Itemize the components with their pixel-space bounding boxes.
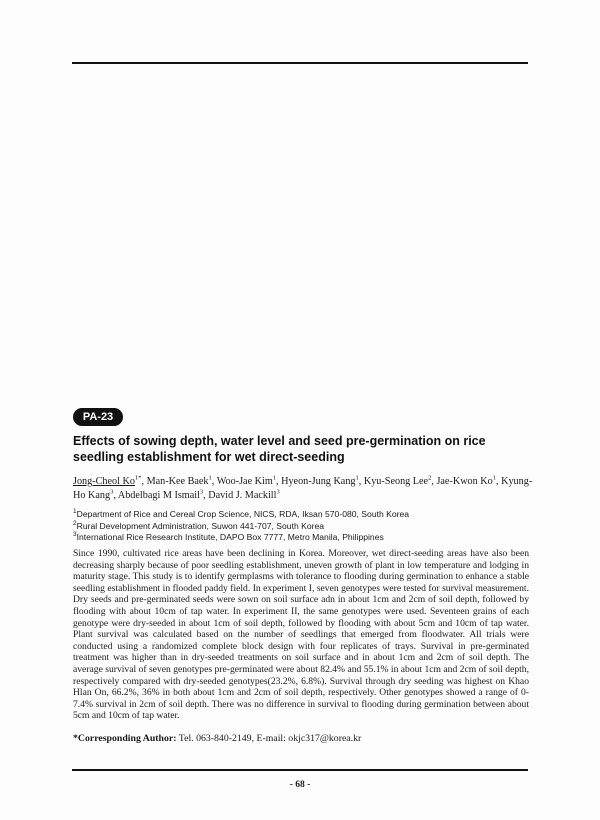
author-affiliation-mark: 3 [276,488,280,496]
affiliation-number: 2 [73,519,77,527]
corresponding-contact: Tel. 063-840-2149, E-mail: okjc317@korea.kr [176,733,362,744]
author-list [73,475,533,503]
author-separator: , [358,476,364,487]
top-rule [72,62,528,64]
author-name: Kyung-Ho Kang [73,476,533,501]
author-affiliation-mark: 3 [110,488,114,496]
affiliation-text: International Rice Research Institute, DAPO Box 7777, Metro Manila, Philippines [76,532,384,542]
author-name: Abdelbagi M Ismail [117,490,200,501]
author-name: Hyeon-Jung Kang [281,476,356,487]
author-affiliation-mark: 2 [428,474,432,482]
poster-id-badge: PA-23 [73,408,123,426]
affiliation-number: 1 [73,508,77,516]
paper-title: Effects of sowing depth, water level and seed pre-germination on rice seedling establishment for wet direct-seeding [73,434,486,464]
author-separator: , [203,490,209,501]
affiliation-item [73,509,533,521]
author-name: Kyu-Seong Lee [363,476,429,487]
author-name: Woo-Jae Kim [216,476,273,487]
affiliation-number: 3 [73,531,77,539]
affiliation-text: Rural Development Administration, Suwon 441-707, South Korea [76,520,325,531]
author-affiliation-mark: 1 [492,474,496,482]
author-name: Jong-Cheol Ko [73,476,135,487]
author-affiliation-mark: 1 [355,474,359,482]
bottom-rule [72,769,528,771]
affiliation-item [73,532,533,544]
author-separator: , [113,490,118,501]
author-affiliation-mark: 1* [134,474,142,482]
affiliation-text: Department of Rice and Cereal Crop Science, NICS, RDA, Iksan 570-080, South Korea [76,509,410,519]
author-affiliation-mark: 3 [199,488,204,496]
corresponding-label: *Corresponding Author: [73,733,177,744]
author-name: Man-Kee Baek [146,476,209,487]
affiliation-item [73,521,533,533]
author-affiliation-mark: 1 [208,474,212,482]
author-separator: , [141,476,147,487]
author-affiliation-mark: 1 [272,474,276,482]
author-separator: , [276,476,282,487]
page-number: - 68 - [289,780,311,790]
author-name: David J. Mackill [208,490,277,501]
author-separator: , [496,476,502,487]
abstract-body: Since 1990, cultivated rice areas have been declining in Korea. Moreover, wet direct-seeding areas have also been decreasing sharply because of poor seedling establishment, uneven growth of plant in low temperature and lodging in maturity stage. This study is to identify germplasms with tolerance to flooding during germination to enhance a stable seedling establishment in flooded paddy field. In experiment I, seven genotypes were tested for survival measurement. Dry seeds and pre-germinated seeds were sown on soil surface adn in about 1cm and 2cm of soil depth, followed by flooding with about 10cm of tap water. In experiment II, the same genotypes were used. Seventeen grains of each genotype were dry-seeded in about 1cm of soil depth, followed by flooding with about 5cm and 10cm of tap water. Plant survival was calculated based on the number of seedlings that emerged from floodwater. All trials were conducted using a randomized complete block design with four replicates of trays. Survival in pre-germinated treatment was higher than in dry-seeded treatments on soil surface and in about 1cm and 2cm of soil depth. The average survival of seven genotypes pre-germinated were about 82.4% and 55.1% in about 1cm and 2cm of soil depth, respectively compared with dry-seeded genotypes(23.2%, 6.8%). Survival through dry seeding was highest on Khao Hlan On, 66.2%, 36% in both about 1cm and 2cm of soil depth, respectively. Other genotypes showed a range of 0-7.4% survival in 2cm of soil depth. There was no difference in survival to flooding during germination between about 5cm and 10cm of tap water. [73,548,529,722]
affiliation-list [73,509,533,544]
corresponding-author [73,733,529,745]
author-name: Jae-Kwon Ko [436,476,493,487]
author-separator: , [211,476,217,487]
author-separator: , [431,476,437,487]
